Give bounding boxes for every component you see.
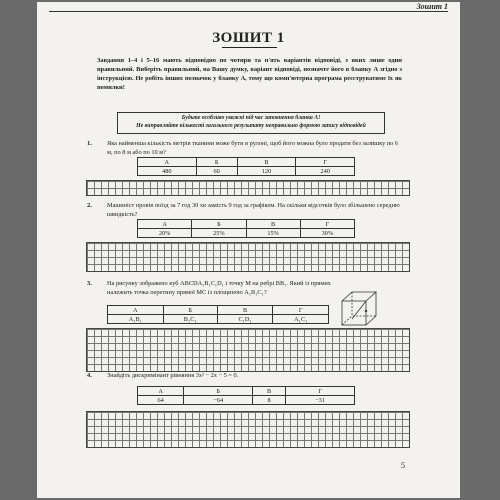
option-letter: А bbox=[138, 158, 197, 167]
question-text: Яка найменша кількість метрів тканини може бути в рулоні, щоб його можна було продати без залишку по 6 м, по 8 м або по 10 м? bbox=[107, 140, 399, 156]
option-letter: В bbox=[217, 306, 273, 315]
option-value: 240 bbox=[296, 167, 355, 176]
option-value: 64 bbox=[138, 396, 184, 405]
option-value: A₁C₁ bbox=[273, 315, 329, 324]
work-grid bbox=[86, 242, 410, 272]
option-value: 15% bbox=[246, 229, 300, 238]
question-number: 1. bbox=[87, 140, 92, 147]
option-value: −31 bbox=[286, 396, 355, 405]
page-number: 5 bbox=[401, 461, 405, 470]
option-letter: В bbox=[246, 220, 300, 229]
question-text: На рисунку зображено куб ABCDA₁B₁C₁D₁ і точку M на ребрі BB₁. Який із прямих належить точка перетину прямої MC із площиною A₁B₁C₁? bbox=[107, 280, 331, 296]
cube-figure bbox=[338, 289, 382, 329]
option-letter: А bbox=[108, 306, 164, 315]
answer-table bbox=[107, 305, 329, 324]
question-text: Машиніст провів поїзд за 7 год 30 хв замість 9 год за графіком. На скільки відсотків було збільшено середню швидкість? bbox=[107, 202, 400, 218]
option-value: B₁C₁ bbox=[163, 315, 217, 324]
work-grid bbox=[86, 180, 410, 196]
option-letter: Г bbox=[286, 387, 355, 396]
option-value: 20% bbox=[138, 229, 192, 238]
option-letter: Г bbox=[296, 158, 355, 167]
option-letter: Б bbox=[184, 387, 253, 396]
work-grid bbox=[86, 328, 410, 372]
answer-table bbox=[137, 219, 355, 238]
answer-table bbox=[137, 386, 355, 405]
instructions-text: Завдання 1–4 і 5–16 мають відповідно по чотири та п'ять варіантів відповіді, з яких лише один правильний. Виберіть правильний, на Вашу думку, варіант відповіді, позначте його в бланку А згідно з інструкцією. Не робіть інших позначок у бланку А, тому що комп'ютерна програма реєструватиме їх як помилки! bbox=[97, 57, 402, 91]
option-letter: Г bbox=[300, 220, 354, 229]
option-letter: Б bbox=[196, 158, 237, 167]
header-rule bbox=[49, 11, 448, 12]
option-value: 30% bbox=[300, 229, 354, 238]
option-letter: А bbox=[138, 220, 192, 229]
question-number: 4. bbox=[87, 372, 92, 379]
question-number: 3. bbox=[87, 280, 92, 287]
answer-table bbox=[137, 157, 355, 176]
option-value: 120 bbox=[237, 167, 296, 176]
option-value: 25% bbox=[192, 229, 246, 238]
option-value: 60 bbox=[196, 167, 237, 176]
option-letter: В bbox=[237, 158, 296, 167]
notice-line-1: Будьте особливо уважні під час заповнення бланка А! bbox=[181, 115, 321, 121]
test-page bbox=[37, 2, 460, 498]
page-title: ЗОШИТ 1 bbox=[212, 30, 285, 46]
option-letter: Г bbox=[273, 306, 329, 315]
work-grid bbox=[86, 411, 410, 448]
notice-line-2: Не виправляйте кількості загального результату неправильно формою запису відповідей bbox=[136, 123, 366, 129]
option-letter: Б bbox=[163, 306, 217, 315]
option-letter: А bbox=[138, 387, 184, 396]
option-letter: Б bbox=[192, 220, 246, 229]
section-label: Зошит 1 bbox=[416, 2, 448, 11]
question-number: 2. bbox=[87, 202, 92, 209]
option-value: 480 bbox=[138, 167, 197, 176]
option-value: 8 bbox=[253, 396, 286, 405]
option-letter: В bbox=[253, 387, 286, 396]
option-value: C₁D₁ bbox=[217, 315, 273, 324]
option-value: A₁B₁ bbox=[108, 315, 164, 324]
question-text: Знайдіть дискримінант рівняння 3x² − 2x − 5 = 0. bbox=[107, 372, 239, 379]
notice-box bbox=[117, 112, 385, 134]
title-underline bbox=[222, 47, 277, 48]
option-value: −64 bbox=[184, 396, 253, 405]
